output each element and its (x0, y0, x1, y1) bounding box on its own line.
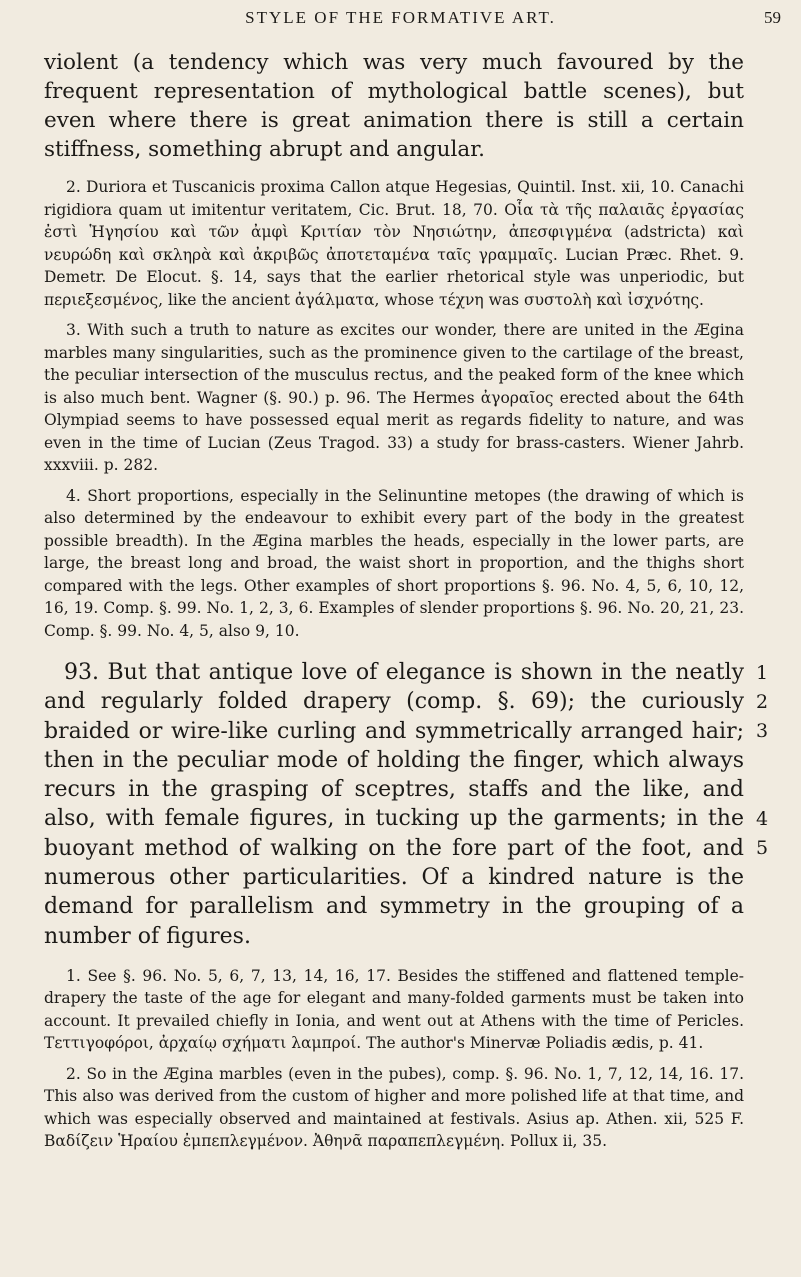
running-header (0, 8, 801, 36)
intro-paragraph: violent (a tendency which was very much favoured by the frequent representation of mythological battle scenes), but even where there is great animation there is still a certain stiffness, something abrupt and angular. (44, 50, 744, 162)
section-93-paragraph: 93. But that antique love of elegance is shown in the neatly and regularly folded drapery (comp. §. 69); the curiously braided or wire-like curling and symmetrically arranged hair; then in the peculiar mode of holding the finger, which always recurs in the grasping of sceptres, staffs and the like, and also, with female figures, in tucking up the garments; in the buoyant method of walking on the fore part of the foot, and numerous other particularities. Of a kindred nature is the demand for parallelism and symmetry in the grouping of a number of figures. (44, 660, 744, 949)
note-1: 1. See §. 96. No. 5, 6, 7, 13, 14, 16, 17. Besides the stiffened and flattened temple-drapery the taste of the age for elegant and many-folded garments must be taken into account. It prevailed chiefly in Ionia, and went out at Athens with the time of Pericles. Τεττιγοφόροι, ἀρχαίῳ σχήματι λαμπροί. The author's Minervæ Poliadis ædis, p. 41. (44, 966, 744, 1053)
footnote-2: 2. Duriora et Tuscanicis proxima Callon atque Hegesias, Quintil. Inst. xii, 10. Canachi rigidiora quam ut imitentur veritatem, Cic. Brut. 18, 70. Οἷα τὰ τῆς παλαιᾶς ἐργασίας ἐστὶ Ἡγησίου καὶ τῶν ἀμφὶ Κριτίαν τὸν Νησιώτην, ἀπεσφιγμένα (adstricta) καὶ νευρώδη καὶ σκληρὰ καὶ ἀκριβῶς ἀποτεταμένα ταῖς γραμμαῖς. Lucian Præc. Rhet. 9. Demetr. De Elocut. §. 14, says that the earlier rhetorical style was unperiodic, but περιεξεσμένος, like the ancient ἀγάλματα, whose τέχνη was συστολὴ καὶ ἰσχνότης. (44, 178, 744, 309)
page-number: 59 (764, 8, 781, 27)
footnote-4: 4. Short proportions, especially in the Selinuntine metopes (the drawing of which is also determined by the endeavour to exhibit every part of the body in the greatest possible breadth). In the Ægina marbles the heads, especially in the lower parts, are large, the breast long and broad, the waist short in proportion, and the thighs short compared with the legs. Other examples of short proportions §. 96. No. 4, 5, 6, 10, 12, 16, 19. Comp. §. 99. No. 1, 2, 3, 6. Examples of slender proportions §. 96. No. 20, 21, 23. Comp. §. 99. No. 4, 5, also 9, 10. (44, 486, 744, 640)
margin-number-3: 3 (756, 720, 769, 742)
footnote-3: 3. With such a truth to nature as excites our wonder, there are united in the Ægina marbles many singularities, such as the prominence given to the cartilage of the breast, the peculiar intersection of the musculus rectus, and the peaked form of the knee which is also much bent. Wagner (§. 90.) p. 96. The Hermes ἀγοραῖος erected about the 64th Olympiad seems to have possessed equal merit as regards fidelity to nature, and was even in the time of Lucian (Zeus Tragod. 33) a study for brass-casters. Wiener Jahrb. xxxviii. p. 282. (44, 321, 744, 474)
note-2: 2. So in the Ægina marbles (even in the pubes), comp. §. 96. No. 1, 7, 12, 14, 16. 17. This also was derived from the custom of higher and more polished life at that time, and which was especially observed and maintained at festivals. Asius ap. Athen. xii, 525 F. Βαδίζειν Ἡραίου ἐμπεπλεγμένον. Ἀθηνᾶ παραπεπλεγμένη. Pollux ii, 35. (44, 1064, 744, 1151)
section-93 (44, 658, 769, 951)
margin-number-5: 5 (756, 837, 769, 859)
running-title: STYLE OF THE FORMATIVE ART. (245, 8, 556, 27)
margin-number-2: 2 (756, 691, 769, 713)
margin-number-1: 1 (756, 662, 769, 684)
margin-number-4: 4 (756, 808, 769, 830)
page-body (44, 48, 769, 1153)
